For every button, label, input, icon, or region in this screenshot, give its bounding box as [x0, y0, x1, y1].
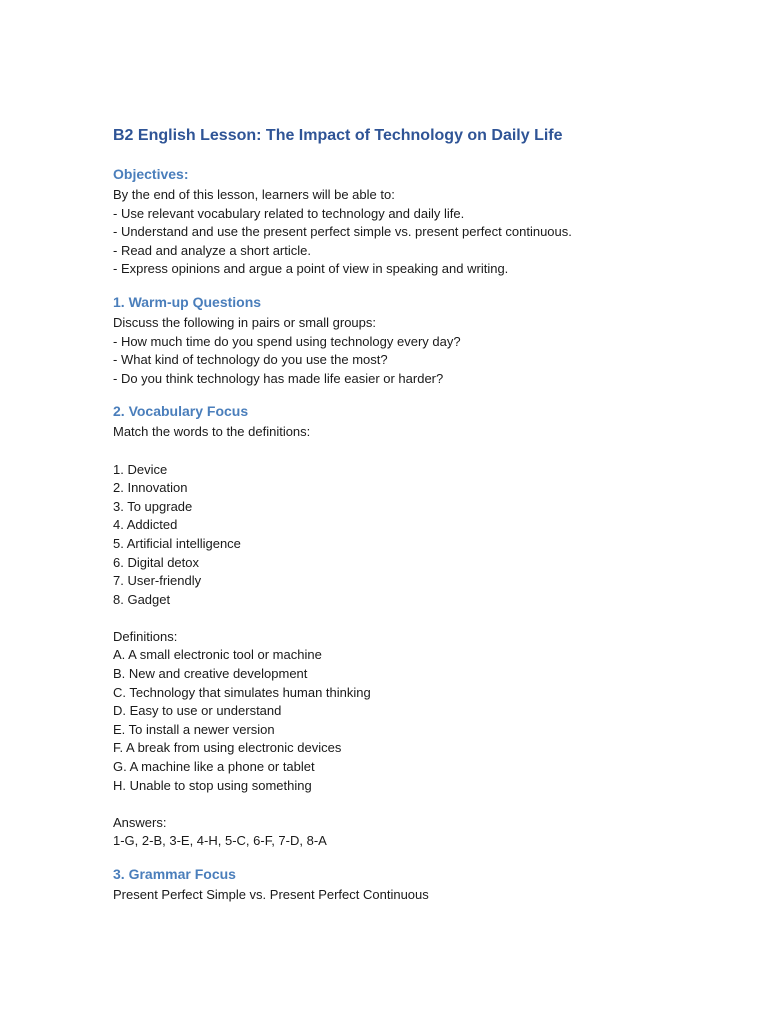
objectives-line: - Express opinions and argue a point of view in speaking and writing. [113, 261, 509, 277]
definition-item: H. Unable to stop using something [113, 777, 312, 793]
vocabulary-word: 6. Digital detox [113, 554, 199, 570]
warmup-line: - How much time do you spend using technology every day? [113, 333, 461, 349]
answers-line: 1-G, 2-B, 3-E, 4-H, 5-C, 6-F, 7-D, 8-A [113, 833, 327, 849]
definition-item: A. A small electronic tool or machine [113, 647, 322, 663]
objectives-line: By the end of this lesson, learners will be able to: [113, 187, 395, 202]
vocabulary-heading: 2. Vocabulary Focus [113, 403, 249, 420]
warmup-line: - Do you think technology has made life easier or harder? [113, 370, 444, 386]
vocabulary-word: 8. Gadget [113, 591, 171, 607]
grammar-heading: 3. Grammar Focus [113, 866, 236, 882]
objectives-line: - Understand and use the present perfect simple vs. present perfect continuous. [113, 224, 572, 240]
warmup-line: Discuss the following in pairs or small groups: [113, 314, 376, 330]
vocabulary-word: 7. User-friendly [113, 573, 202, 589]
grammar-line: Present Perfect Simple vs. Present Perfect Continuous [113, 887, 429, 902]
vocabulary-word: 4. Addicted [113, 517, 178, 533]
definition-item: G. A machine like a phone or tablet [113, 759, 315, 775]
definition-item: E. To install a newer version [113, 721, 275, 737]
vocabulary-word: 3. To upgrade [113, 498, 193, 514]
lesson-title: B2 English Lesson: The Impact of Technology on Daily Life [113, 127, 563, 144]
definitions-label: Definitions: [113, 628, 178, 644]
answers-label: Answers: [113, 814, 167, 830]
vocabulary-word: 2. Innovation [113, 480, 188, 496]
vocabulary-word: 5. Artificial intelligence [113, 535, 241, 551]
objectives-line: - Use relevant vocabulary related to technology and daily life. [113, 205, 465, 221]
vocabulary-word: 1. Device [113, 461, 168, 477]
vocabulary-intro: Match the words to the definitions: [113, 424, 311, 440]
definition-item: D. Easy to use or understand [113, 703, 282, 719]
definition-item: B. New and creative development [113, 666, 308, 682]
warmup-line: - What kind of technology do you use the most? [113, 352, 388, 368]
warmup-heading: 1. Warm-up Questions [113, 293, 262, 310]
document-page [113, 124, 733, 905]
definition-item: F. A break from using electronic devices [113, 740, 342, 756]
objectives-line: - Read and analyze a short article. [113, 242, 311, 258]
definition-item: C. Technology that simulates human thinking [113, 684, 371, 700]
objectives-heading: Objectives: [113, 166, 189, 182]
